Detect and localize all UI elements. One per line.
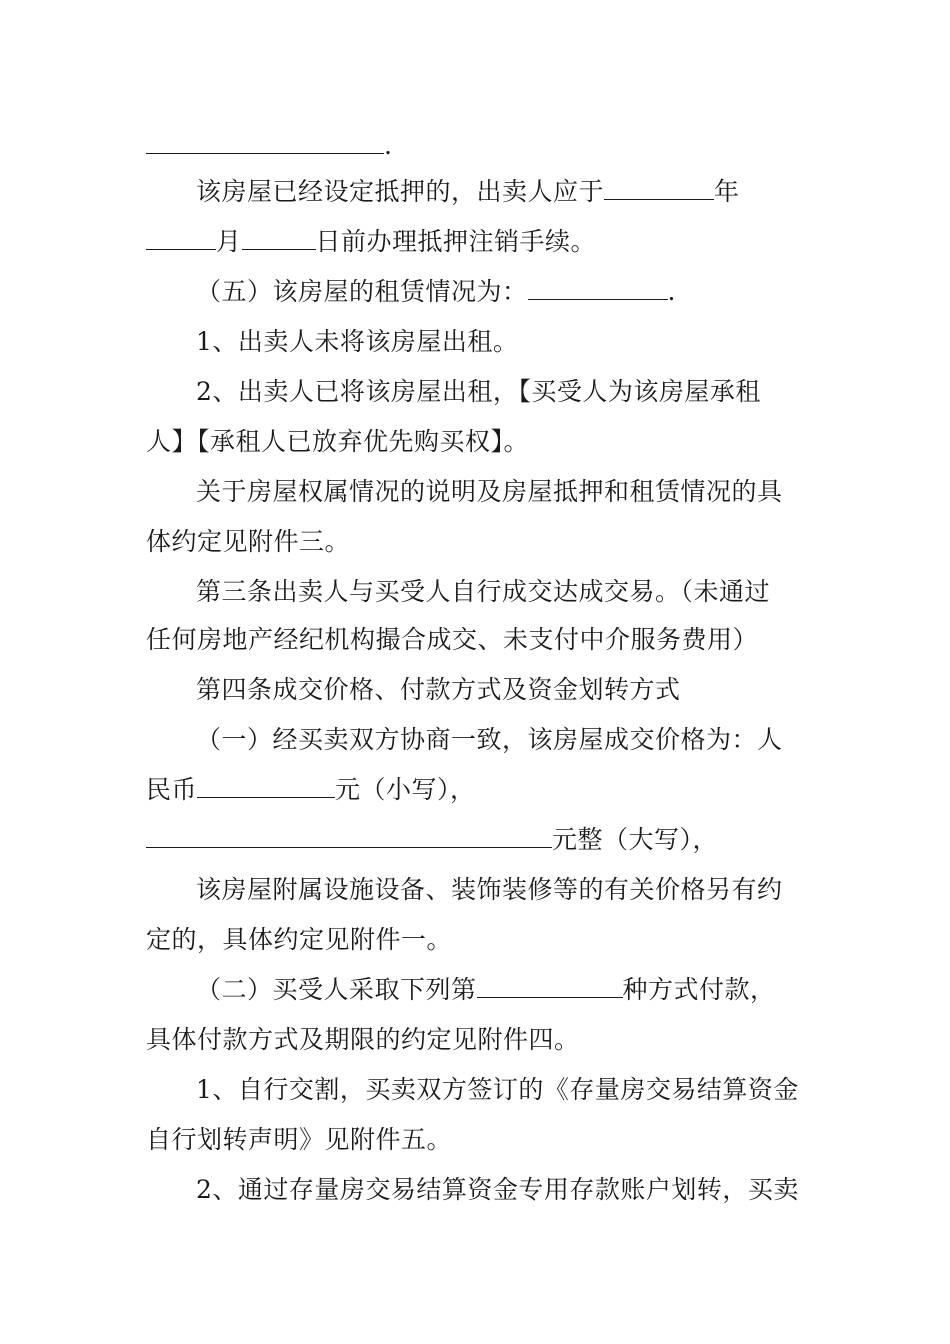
fill-blank: [242, 227, 316, 250]
doc-line: [196, 276, 676, 308]
doc-line: [146, 824, 718, 856]
line-text: 年: [714, 177, 740, 206]
doc-line: 任何房地产经纪机构撮合成交、未支付中介服务费用）: [146, 625, 759, 654]
fill-blank: [146, 825, 552, 848]
doc-line: 1、出卖人未将该房屋出租。: [196, 327, 519, 356]
line-text: 民币: [146, 775, 198, 804]
doc-line: [196, 176, 740, 208]
line-text: 元（小写），: [335, 775, 476, 804]
fill-blank: [604, 177, 714, 200]
doc-line: 具体付款方式及期限的约定见附件四。: [146, 1025, 580, 1054]
doc-line: 该房屋附属设施设备、装饰装修等的有关价格另有约: [196, 875, 783, 904]
doc-line: 第四条成交价格、付款方式及资金划转方式: [196, 675, 681, 704]
doc-line: 人】【承租人已放弃优先购买权】。: [146, 427, 530, 456]
doc-line: [146, 226, 596, 258]
doc-line: 2、出卖人已将该房屋出租，【买受人为该房屋承租: [196, 377, 761, 406]
doc-line: 第三条出卖人与买受人自行成交达成交易。（未通过: [196, 577, 771, 606]
doc-line: [196, 974, 776, 1006]
line-text: 日前办理抵押注销手续。: [315, 227, 597, 256]
line-text: （五）该房屋的租赁情况为：: [196, 277, 528, 306]
fill-blank: [197, 775, 335, 798]
line-text: 月: [216, 227, 242, 256]
line-text: 该房屋已经设定抵押的，出卖人应于: [196, 177, 605, 206]
doc-line: 2、通过存量房交易结算资金专用存款账户划转，买卖: [196, 1175, 799, 1204]
fill-blank: [146, 227, 216, 250]
fill-blank: [146, 131, 384, 154]
line-text: 种方式付款，: [622, 975, 776, 1004]
line-text: （二）买受人采取下列第: [196, 975, 477, 1004]
doc-line: 体约定见附件三。: [146, 527, 351, 556]
fill-blank: [477, 975, 623, 998]
doc-line: 定的，具体约定见附件一。: [146, 925, 453, 954]
line-text: .: [667, 277, 676, 306]
doc-line: 1、自行交割，买卖双方签订的《存量房交易结算资金: [196, 1075, 799, 1104]
doc-line: 关于房屋权属情况的说明及房屋抵押和租赁情况的具: [196, 477, 783, 506]
doc-line: 自行划转声明》见附件五。: [146, 1125, 453, 1154]
fill-blank: [528, 277, 668, 300]
doc-line: [146, 774, 476, 806]
line-text: .: [384, 131, 393, 160]
doc-line: （一）经买卖双方协商一致，该房屋成交价格为：人: [196, 725, 783, 754]
line-text: 元整（大写），: [552, 825, 719, 854]
doc-line: [146, 130, 392, 162]
